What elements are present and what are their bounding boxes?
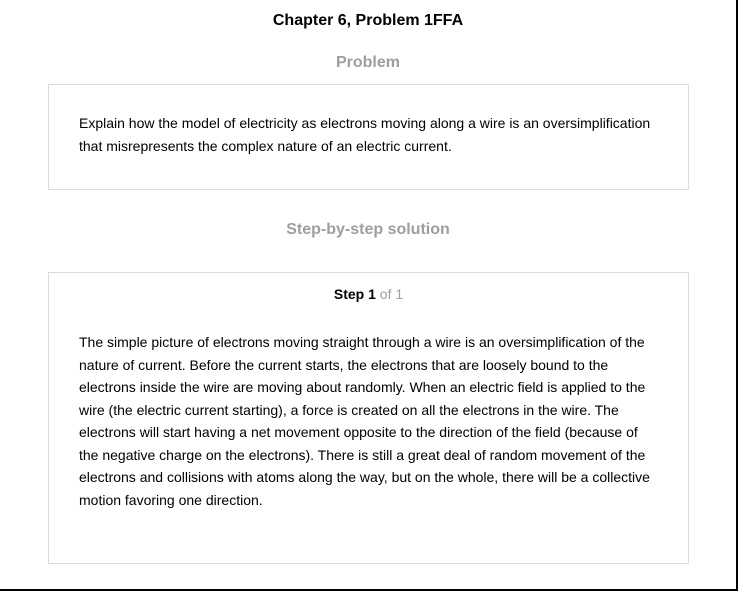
step-word: Step (333, 286, 365, 302)
solution-heading: Step-by-step solution (286, 221, 450, 238)
step-indicator (49, 285, 688, 303)
page-title: Chapter 6, Problem 1FFA (272, 12, 464, 29)
step-number: 1 (368, 286, 376, 302)
problem-heading: Problem (335, 54, 400, 71)
solution-card (48, 272, 689, 564)
solution-text: The simple picture of electrons moving straight through a wire is an oversimplification of the nature of current. Before the current starts, the electrons that are loosely bound to the electrons inside the wire are moving about randomly. When an electric field is applied to the wire (the electric current starting), a force is created on all the electrons in the wire. The electrons will start having a net movement opposite to the direction of the field (because of the negative charge on the electrons). There is still a great deal of random movement of the electrons and collisions with atoms along the way, but on the whole, there will be a collective motion favoring one direction. (79, 334, 650, 508)
problem-text: Explain how the model of electricity as electrons moving along a wire is an oversimplification that misrepresents the complex nature of an electric current. (79, 115, 651, 154)
step-total: of 1 (379, 286, 404, 302)
problem-card (48, 84, 689, 190)
